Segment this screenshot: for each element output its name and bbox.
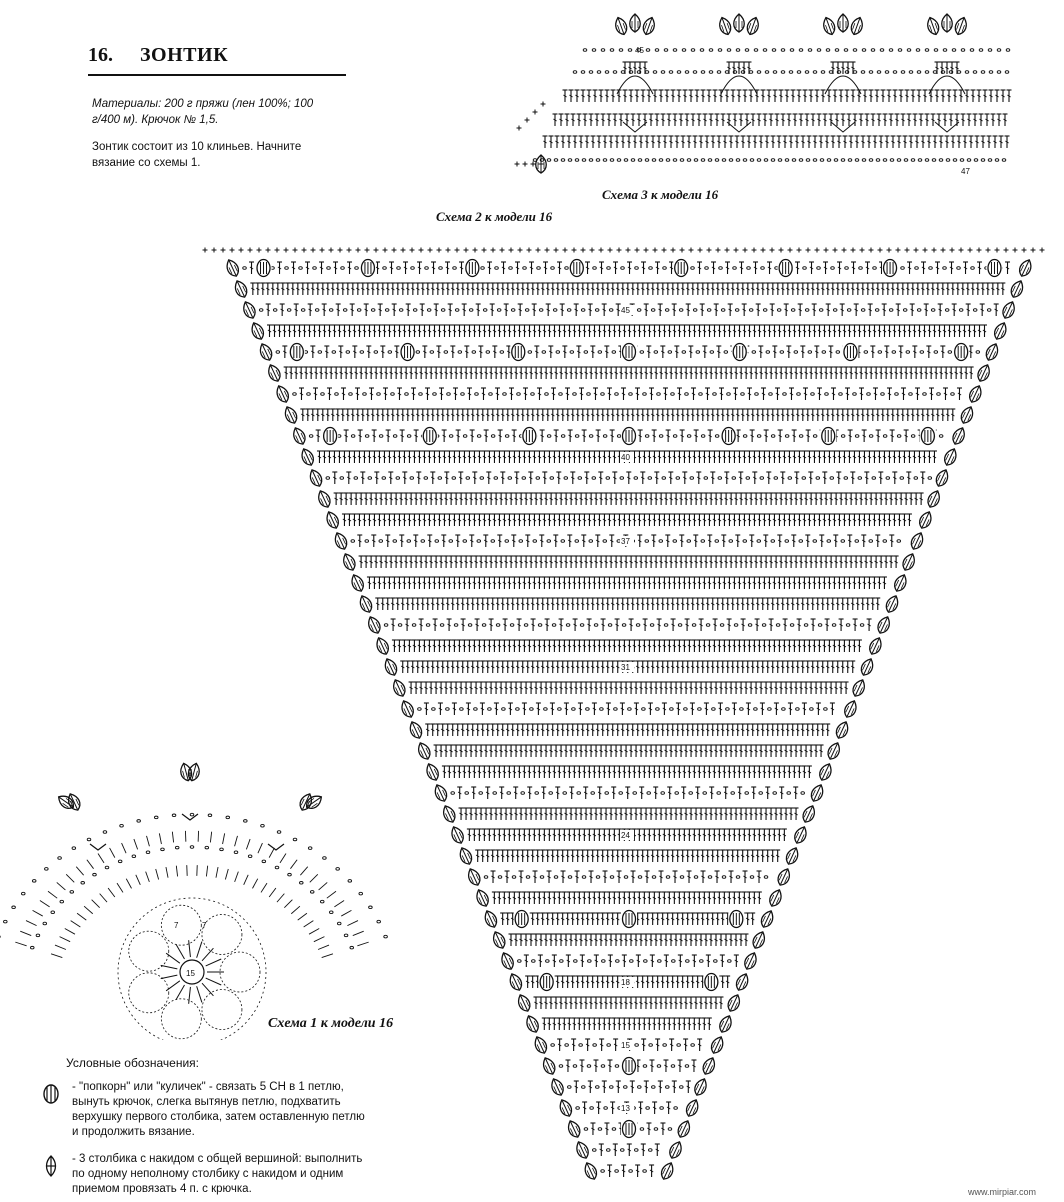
legend-item-popcorn [42,1080,372,1150]
legend-text-popcorn: - "попкорн" или "куличек" - связать 5 СН в 1 петлю, вынуть крючок, слегка вытянув петлю, подхватить верхушку первого столбика, затем оставленную петлю и продолжить вязание. [72,1080,372,1140]
cluster-3-dc-icon [42,1154,60,1178]
scheme1-center-number: 15 [186,969,195,978]
model-title: ЗОНТИК [140,44,228,67]
scheme3-row-number-45: 45 [635,46,644,55]
scheme-2-diagram [185,232,1064,1200]
popcorn-icon [42,1082,60,1106]
scheme-2-caption: Схема 2 к модели 16 [436,209,552,225]
legend-text-cluster: - 3 столбика с накидом с общей вершиной: выполнить по одному неполному столбику с накидом и одним приемом провязать 4 п. с крючка. [72,1152,372,1197]
row-number-31: 31 [621,663,630,672]
row-number-18: 18 [621,978,630,987]
materials-text: Материалы: 200 г пряжи (лен 100%; 100 г/400 м). Крючок № 1,5. [92,96,332,128]
model-number: 16. [88,44,113,67]
scheme1-petal-number-b: 7 [202,921,207,930]
scheme-1-diagram [0,740,390,1040]
scheme-1-caption: Схема 1 к модели 16 [268,1016,393,1032]
scheme1-petal-number-a: 7 [174,921,179,930]
row-number-37: 37 [621,537,630,546]
legend-item-cluster [42,1152,372,1202]
row-number-24: 24 [621,831,630,840]
legend-title: Условные обозначения: [66,1056,199,1070]
row-number-15: 15 [621,1041,630,1050]
intro-text: Зонтик состоит из 10 клиньев. Начните вязание со схемы 1. [92,139,332,171]
row-number-45: 45 [621,306,630,315]
scheme-3-diagram [505,10,1020,185]
title-underline [88,74,346,76]
watermark: www.mirpiar.com [968,1187,1036,1197]
row-number-40: 40 [621,453,630,462]
row-number-13: 13 [621,1104,630,1113]
scheme3-row-number-47: 47 [961,167,970,176]
scheme-3-caption: Схема 3 к модели 16 [602,187,718,203]
